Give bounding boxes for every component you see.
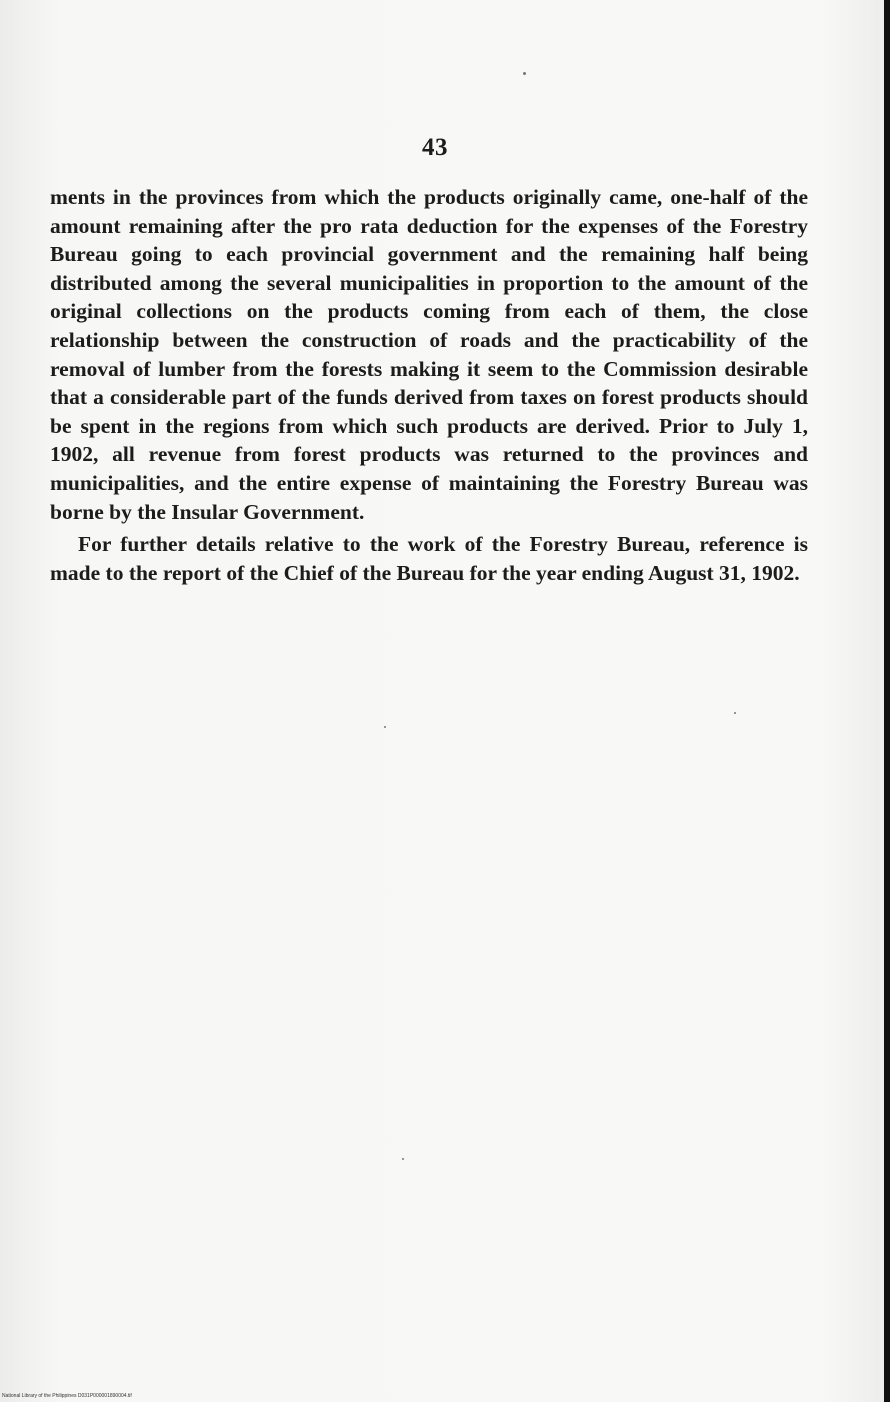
scan-speck <box>523 72 526 75</box>
scan-edge <box>884 0 890 1402</box>
scan-speck <box>402 1158 404 1160</box>
archive-footer: National Library of the Philippines D031P000001890004.tif <box>2 1393 132 1399</box>
page-number: 43 <box>422 134 448 161</box>
paragraph-1: ments in the provinces from which the products originally came, one-half of the amount remaining after the pro rata deduction for the expenses of the Forestry Bureau going to each provincial government and the remaining half being distributed among the several municipalities in proportion to the amount of the original collections on the products coming from each of them, the close relationship between the construction of roads and the practicability of the removal of lumber from the forests making it seem to the Commission desirable that a considerable part of the funds derived from taxes on forest products should be spent in the regions from which such products are derived. Prior to July 1, 1902, all revenue from forest products was returned to the provinces and municipalities, and the entire expense of maintaining the Forestry Bureau was borne by the Insular Government. <box>50 185 808 524</box>
scan-speck <box>384 726 386 728</box>
scan-speck <box>734 712 736 714</box>
body-text <box>50 183 808 587</box>
paragraph-2: For further details relative to the work of the Forestry Bureau, reference is made to the report of the Chief of the Bureau for the year ending August 31, 1902. <box>50 532 808 585</box>
